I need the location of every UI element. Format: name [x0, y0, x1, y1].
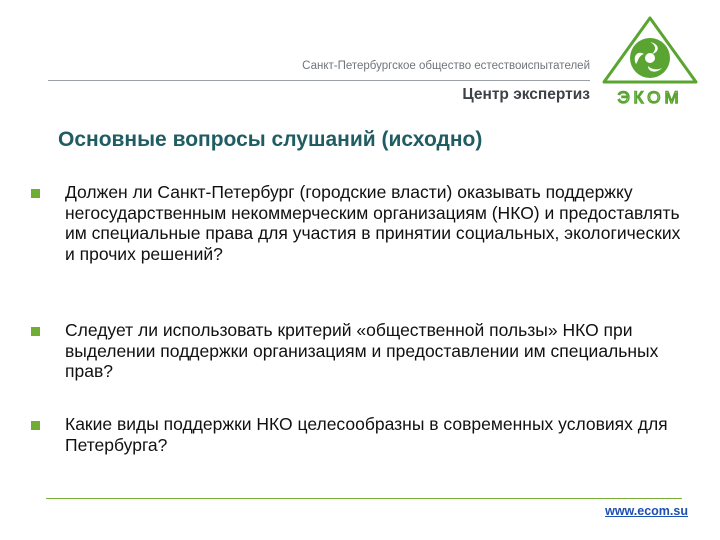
center-name: Центр экспертиз — [462, 86, 590, 103]
header-rule — [48, 80, 590, 81]
logo-text: ЭКОМ — [617, 88, 683, 106]
bullet-text: Следует ли использовать критерий «общественной пользы» НКО при выделении поддержки организациям и предоставлении им специальных прав? — [65, 320, 659, 381]
ecom-logo-icon — [598, 14, 702, 86]
organization-name: Санкт-Петербургское общество естествоиспытателей — [302, 60, 590, 72]
bullet-text: Должен ли Санкт-Петербург (городские власти) оказывать поддержку негосударственным некоммерческим организациям (НКО) и предоставлять им специальные права для участия в принятии социальных, экологических и прочих решений? — [65, 182, 681, 264]
logo-wordmark — [602, 88, 698, 106]
green-square-bullet-icon — [31, 421, 40, 430]
green-square-bullet-icon — [31, 327, 40, 336]
bullet-text: Какие виды поддержки НКО целесообразны в современных условиях для Петербурга? — [65, 414, 668, 455]
footer-rule — [46, 498, 682, 499]
website-link[interactable]: www.ecom.su — [605, 504, 688, 518]
green-square-bullet-icon — [31, 189, 40, 198]
slide-title: Основные вопросы слушаний (исходно) — [58, 128, 483, 151]
